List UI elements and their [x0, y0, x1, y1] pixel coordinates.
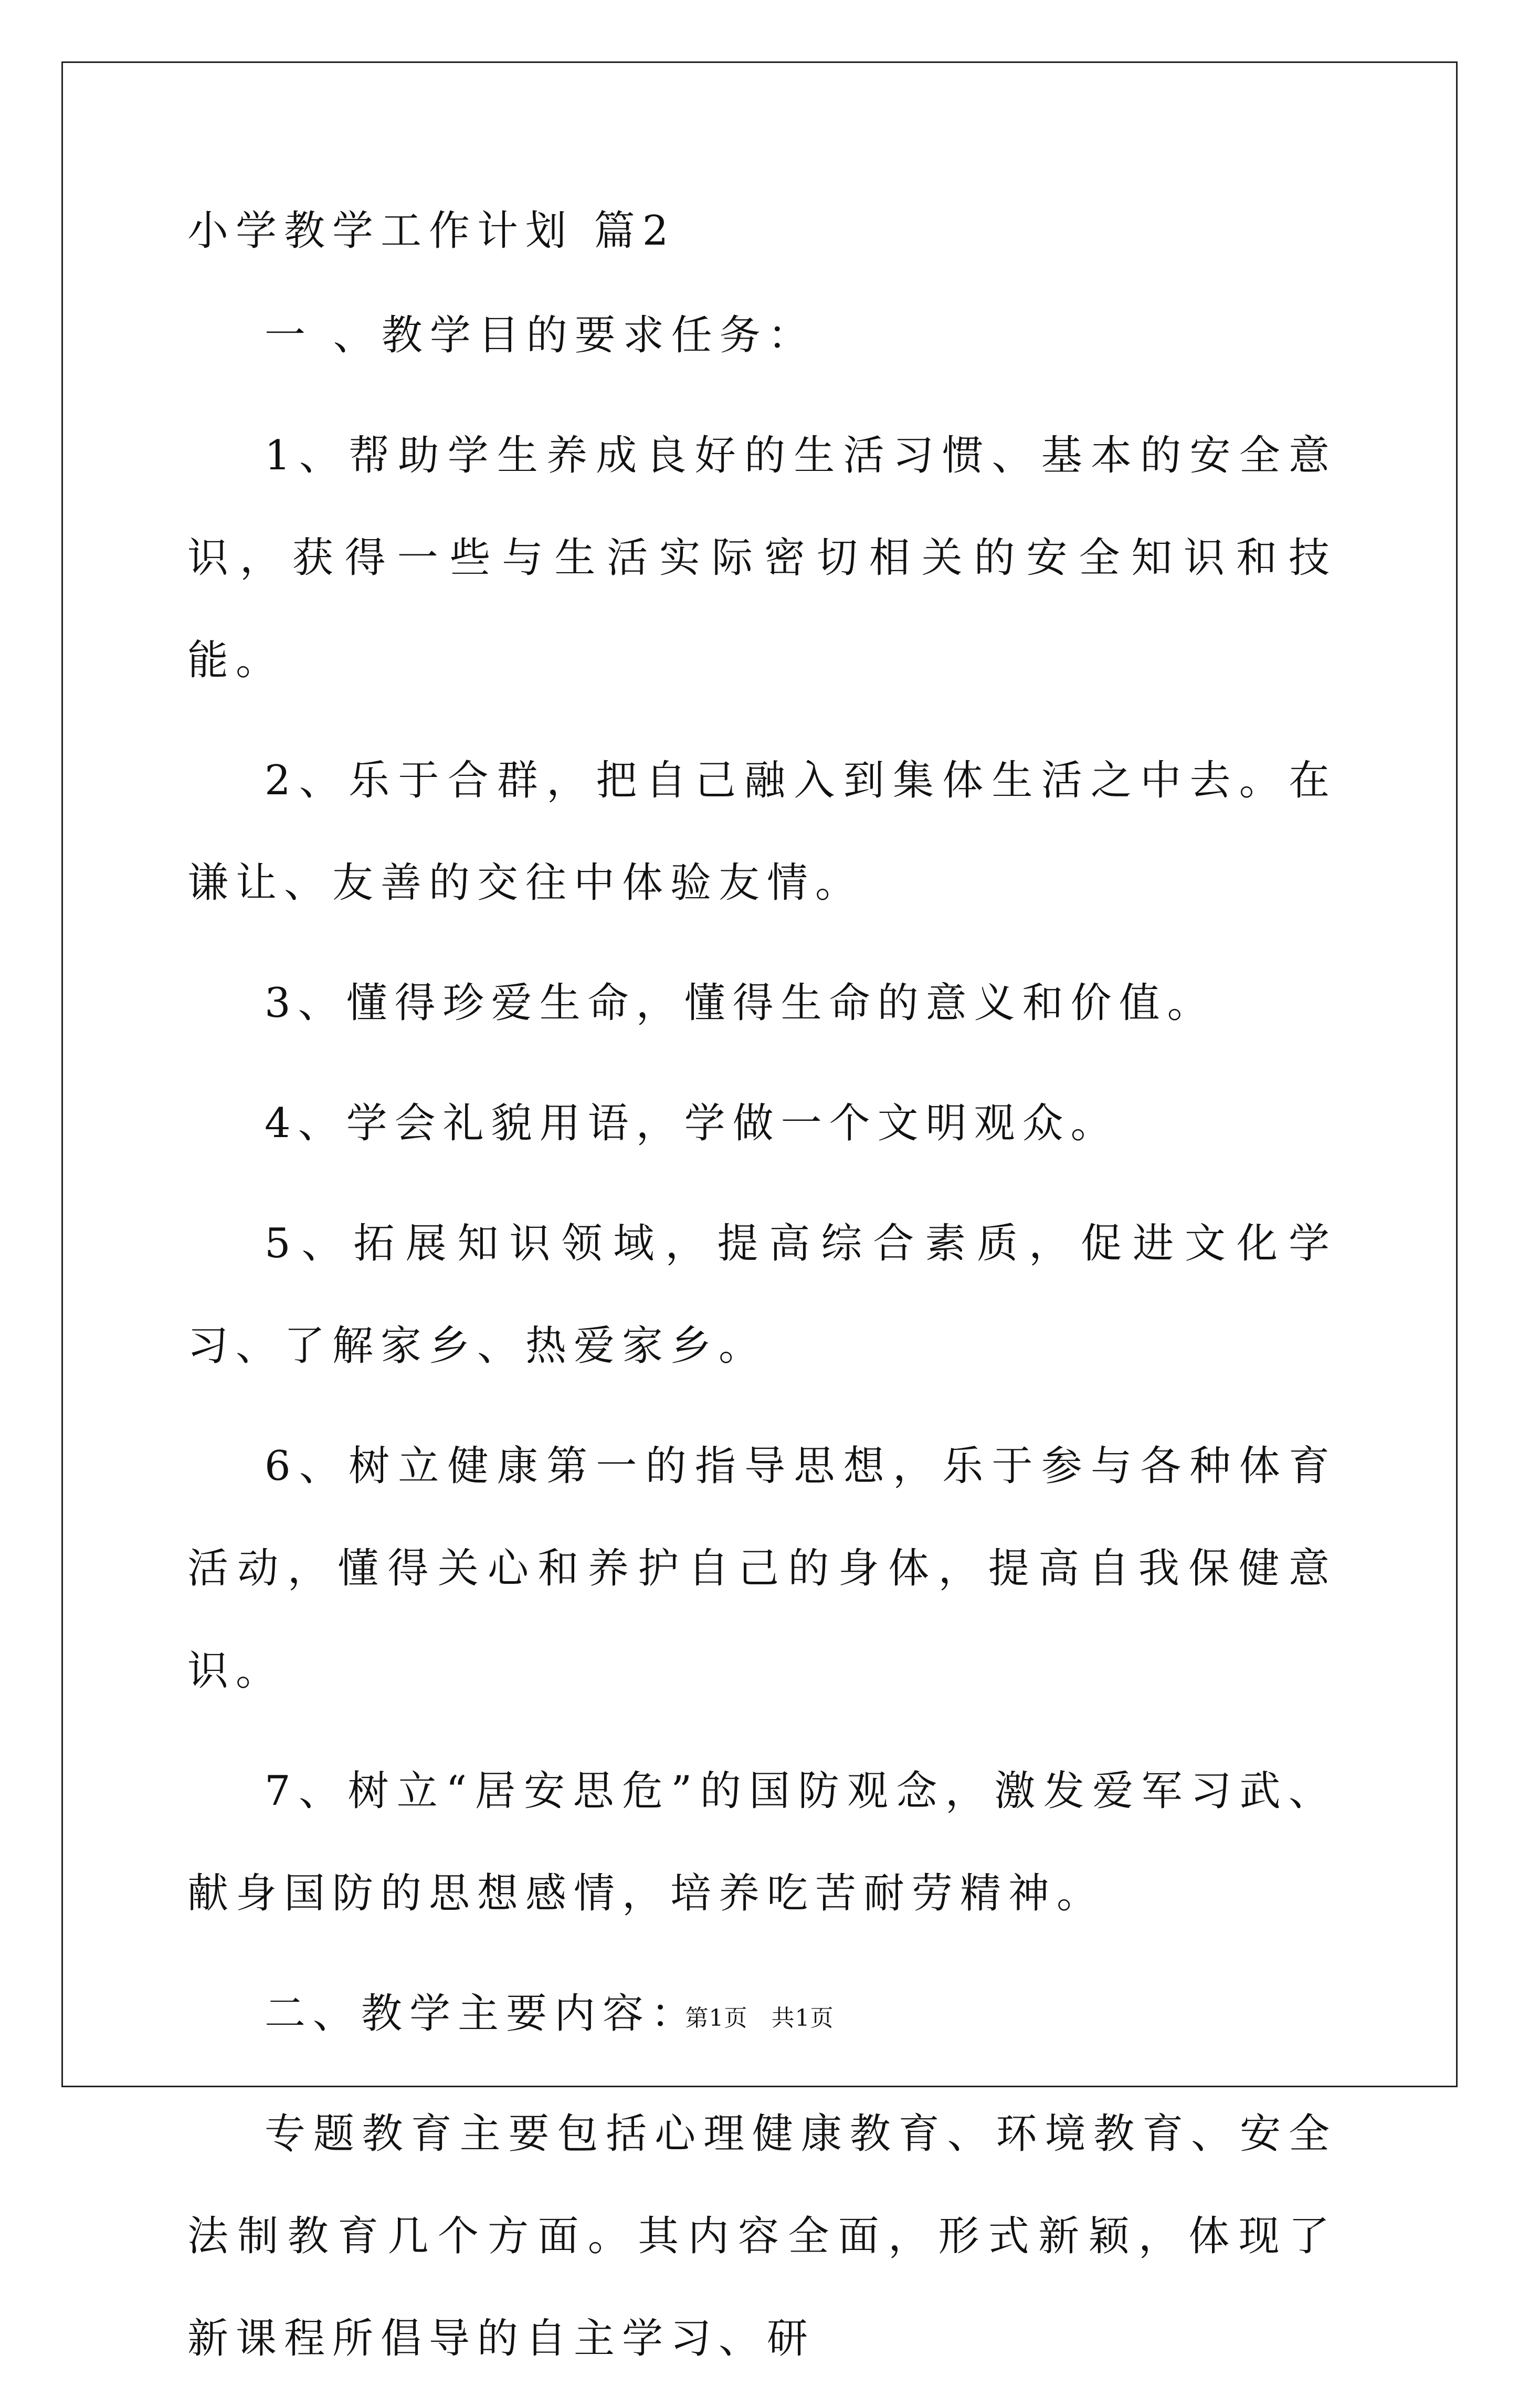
paragraph-item-7: 7、树立“居安思危”的国防观念，激发爱军习武、献身国防的思想感情，培养吃苦耐劳精神。: [187, 1768, 1337, 1917]
paragraph-section-1-heading: 一 、教学目的要求任务：: [265, 312, 816, 359]
paragraph-item-5: 5、拓展知识领域，提高综合素质，促进文化学习、了解家乡、热爱家乡。: [187, 1220, 1337, 1370]
paragraph-item-4: 4、学会礼貌用语，学做一个文明观众。: [265, 1100, 1119, 1147]
paragraph-item-3: 3、懂得珍爱生命，懂得生命的意义和价值。: [265, 980, 1216, 1027]
paragraph-section-2-heading: 二、教学主要内容：: [265, 1990, 700, 2037]
paragraph-item-6: 6、树立健康第一的指导思想，乐于参与各种体育活动，懂得关心和养护自己的身体，提高自我保健意识。: [187, 1443, 1337, 1695]
document-title: 小学教学工作计划 篇2: [187, 207, 676, 255]
document-body: [187, 199, 1337, 2408]
paragraph-item-1: 1、帮助学生养成良好的生活习惯、基本的安全意识，获得一些与生活实际密切相关的安全知识和技能。: [187, 432, 1337, 684]
paragraph-item-2: 2、乐于合群，把自己融入到集体生活之中去。在谦让、友善的交往中体验友情。: [187, 757, 1337, 907]
paragraph-section-2-body: 专题教育主要包括心理健康教育、环境教育、安全法制教育几个方面。其内容全面，形式新颖，体现了新课程所倡导的自主学习、研: [187, 2110, 1337, 2362]
page-number: 第1页 共1页: [685, 2005, 834, 2032]
